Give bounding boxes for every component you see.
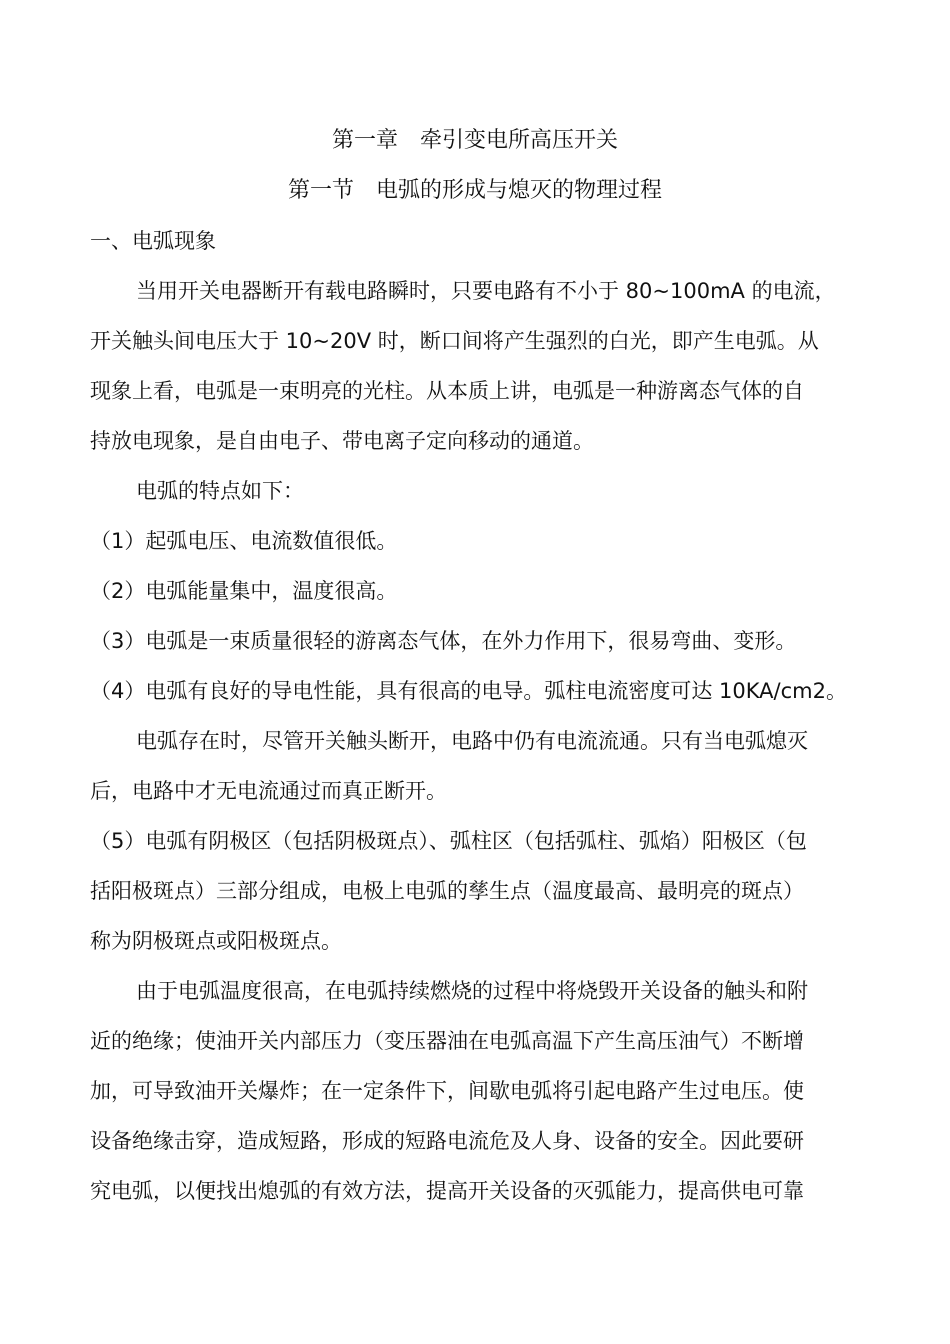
paragraph-line: 持放电现象，是自由电子、带电离子定向移动的通道。 bbox=[90, 429, 594, 453]
heading-electric-arc-phenomenon: 一、电弧现象 bbox=[90, 229, 216, 253]
paragraph-line: 由于电弧温度很高，在电弧持续燃烧的过程中将烧毁开关设备的触头和附 bbox=[136, 979, 808, 1003]
list-item: （5）电弧有阴极区（包括阴极斑点）、弧柱区（包括弧柱、弧焰）阳极区（包 bbox=[90, 829, 807, 853]
list-item: （1）起弧电压、电流数值很低。 bbox=[90, 529, 398, 553]
paragraph-line: 开关触头间电压大于 10~20V 时，断口间将产生强烈的白光，即产生电弧。从 bbox=[90, 329, 819, 353]
list-item: （4）电弧有良好的导电性能，具有很高的电导。弧柱电流密度可达 10KA/cm2。 bbox=[90, 679, 847, 703]
paragraph-line: 电弧存在时，尽管开关触头断开，电路中仍有电流流通。只有当电弧熄灭 bbox=[136, 729, 808, 753]
paragraph-line: 电弧的特点如下： bbox=[136, 479, 304, 503]
chapter-title: 第一章 牵引变电所高压开关 bbox=[331, 128, 618, 153]
paragraph-line: 称为阴极斑点或阳极斑点。 bbox=[90, 929, 342, 953]
paragraph-line: 现象上看，电弧是一束明亮的光柱。从本质上讲，电弧是一种游离态气体的自 bbox=[90, 379, 804, 403]
paragraph-line: 设备绝缘击穿，造成短路，形成的短路电流危及人身、设备的安全。因此要研 bbox=[90, 1129, 804, 1153]
list-item: （3）电弧是一束质量很轻的游离态气体，在外力作用下，很易弯曲、变形。 bbox=[90, 629, 797, 653]
paragraph-line: 后，电路中才无电流通过而真正断开。 bbox=[90, 779, 447, 803]
list-item: （2）电弧能量集中，温度很高。 bbox=[90, 579, 398, 603]
paragraph-line: 括阳极斑点）三部分组成，电极上电弧的孳生点（温度最高、最明亮的斑点） bbox=[90, 879, 804, 903]
paragraph-line: 当用开关电器断开有载电路瞬时，只要电路有不小于 80~100mA 的电流， bbox=[136, 279, 836, 303]
paragraph-line: 近的绝缘；使油开关内部压力（变压器油在电弧高温下产生高压油气）不断增 bbox=[90, 1029, 804, 1053]
paragraph-line: 究电弧，以便找出熄弧的有效方法，提高开关设备的灭弧能力，提高供电可靠 bbox=[90, 1179, 804, 1203]
section-title: 第一节 电弧的形成与熄灭的物理过程 bbox=[287, 178, 662, 203]
paragraph-line: 加，可导致油开关爆炸；在一定条件下，间歇电弧将引起电路产生过电压。使 bbox=[90, 1079, 804, 1103]
